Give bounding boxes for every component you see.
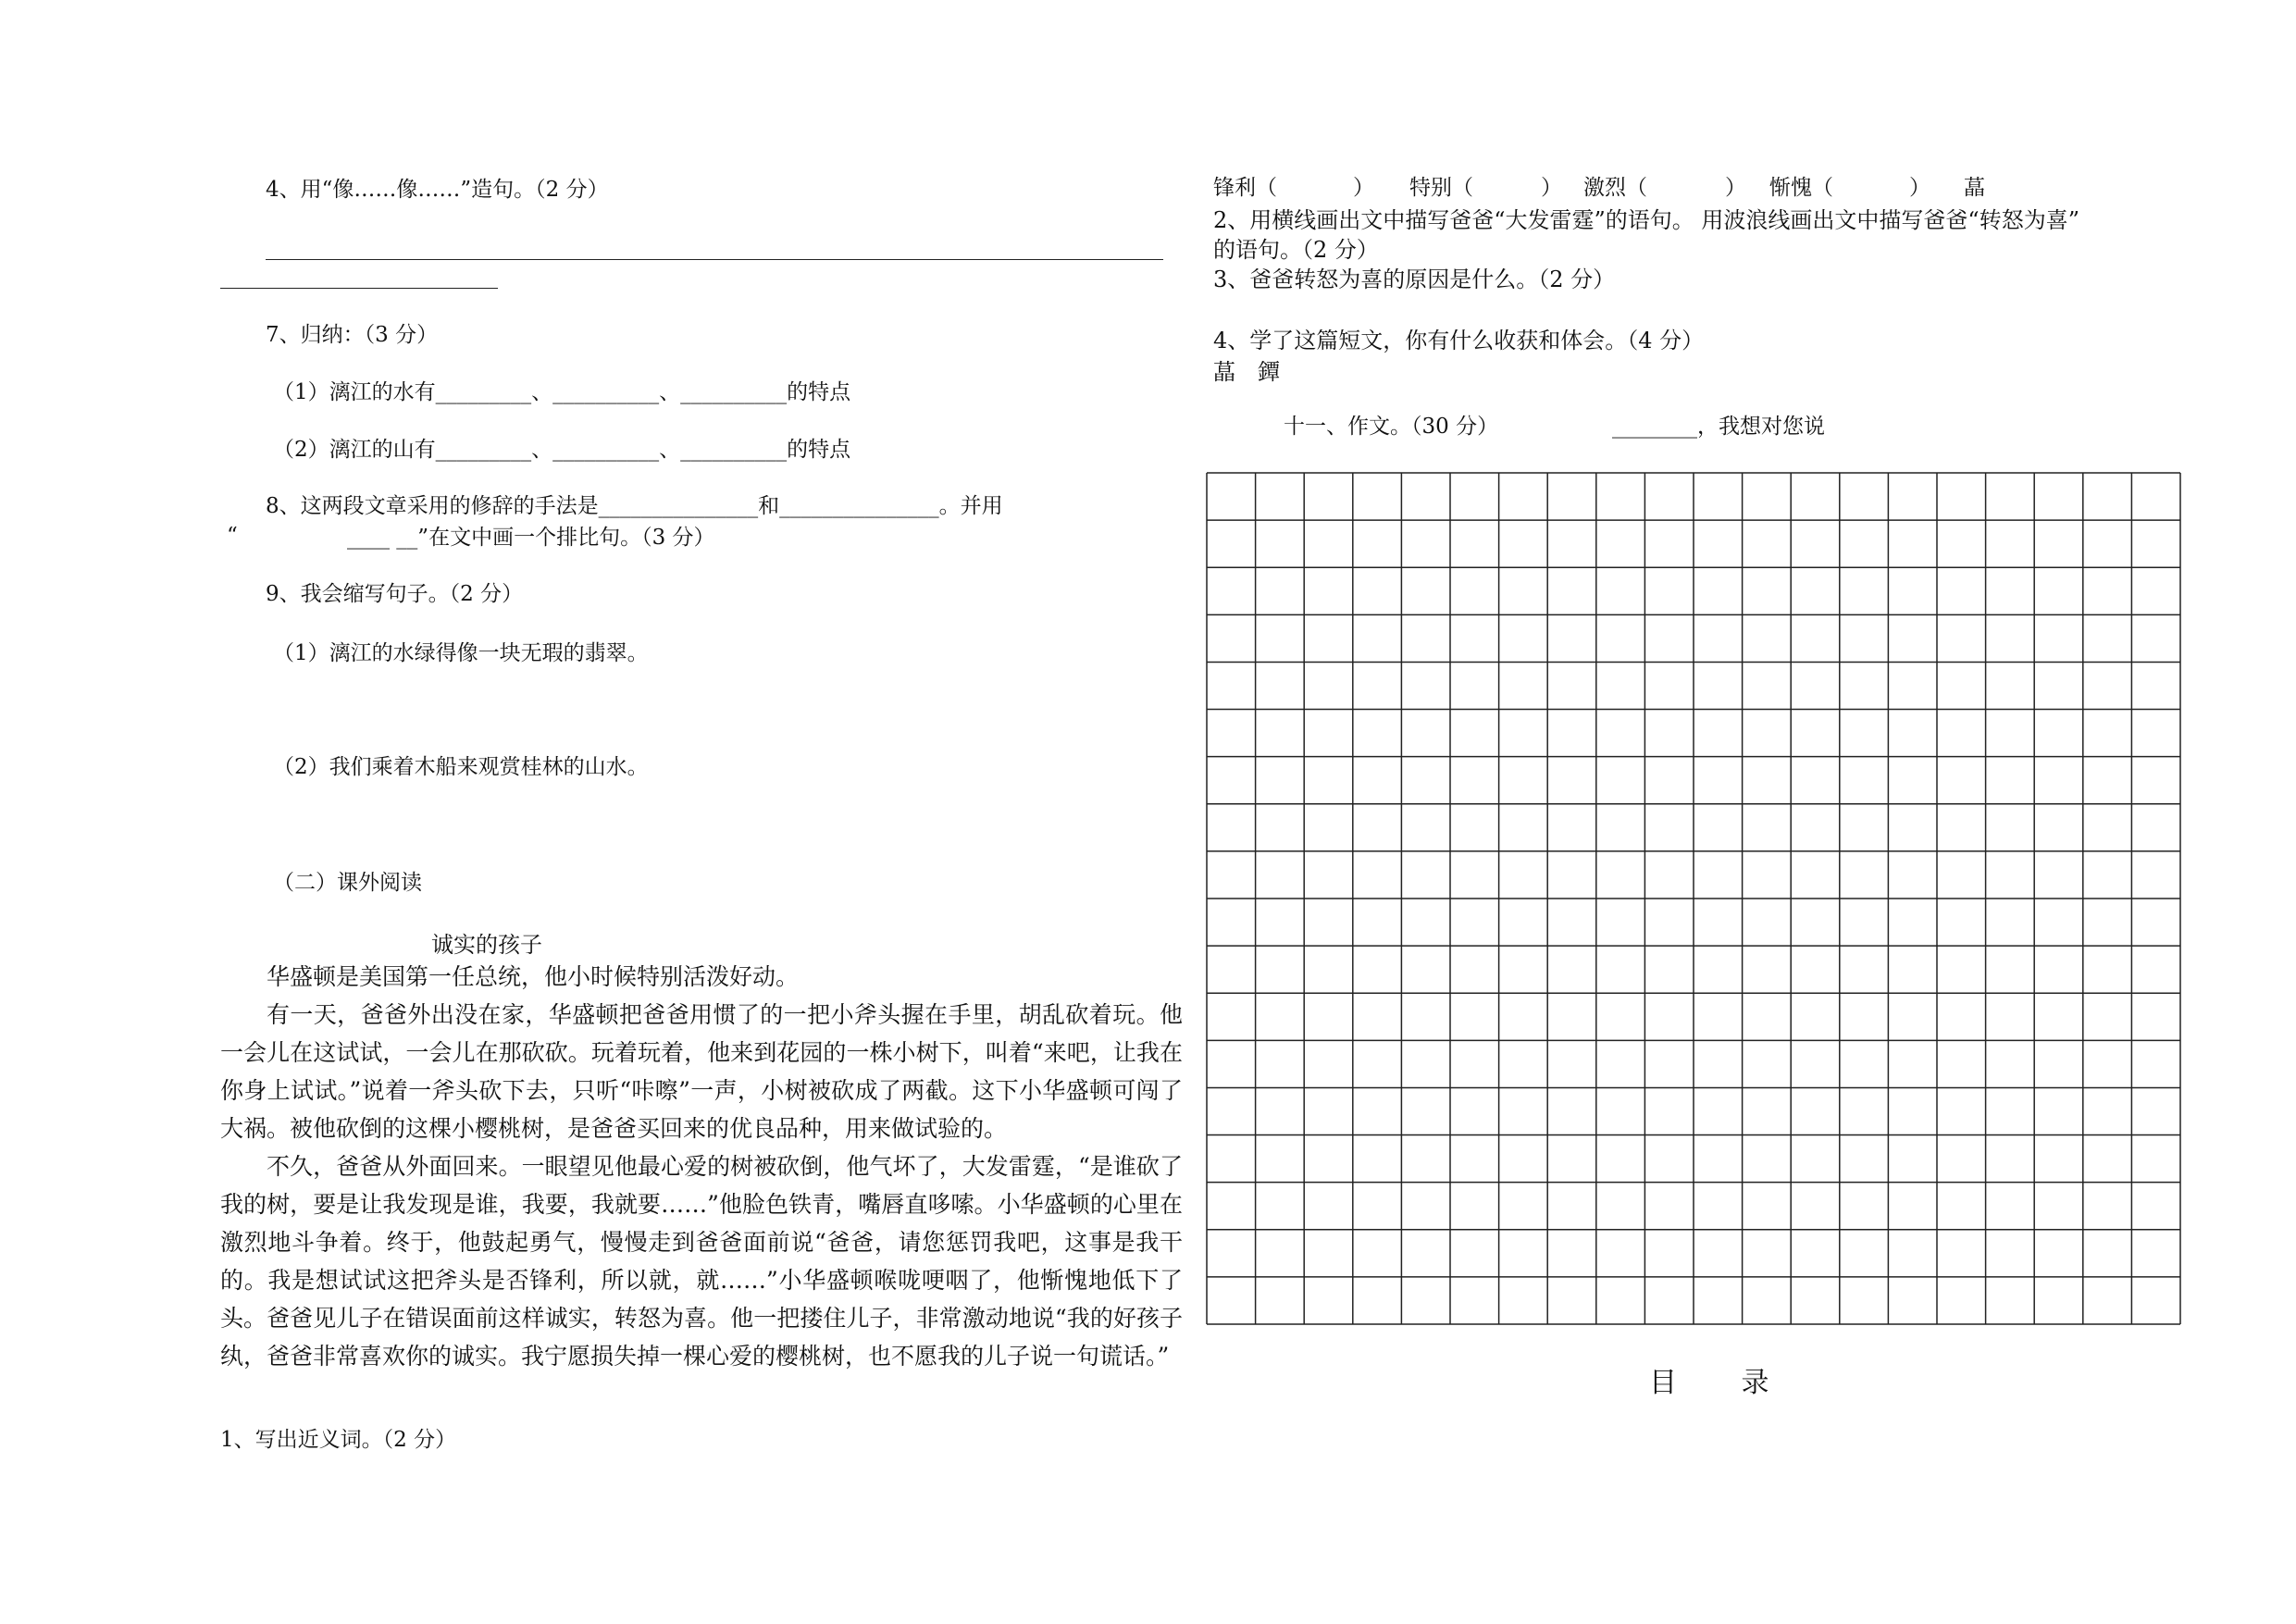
essay-grid[interactable] [1206,472,2181,1325]
question-7-1: （1）漓江的水有_________、__________、__________的特点 [273,380,851,404]
synonym-word: 惭愧（ [1769,176,1833,200]
reading-question-2-cont: 的语句。（2 分） [1213,237,1379,263]
story-paragraph: 华盛顿是美国第一任总统，他小时候特别活泼好动。 [267,963,800,990]
stray-glyph: 蕌 [1964,176,1985,200]
question-8: 8、这两段文章采用的修辞的手法是_______________和_______________。并用 [266,494,1003,518]
question-7: 7、归纳：（3 分） [266,323,439,347]
question-4: 4、用“像……像……”造句。（2 分） [266,178,609,202]
story-paragraph: 不久，爸爸从外面回来。一眼望见他最心爱的树被砍倒，他气坏了，大发雷霆，“是谁砍了我的树，要是让我发现是谁，我要，我就要……”他脸色铁青，嘴唇直哆嗦。小华盛顿的心里在激烈地斗争着。终于，他鼓起勇气，慢慢走到爸爸面前说“爸爸，请您惩罚我吧，这事是我干的。我是想试试这把斧头是否锋利，所以就，就……”小华盛顿喉咙哽咽了，他惭愧地低下了头。爸爸见儿子在错误面前这样诚实，转怒为喜。他一把搂住儿子，非常激动地说“我的好孩子纨，爸爸非常喜欢你的诚实。我宁愿损失掉一棵心爱的樱桃树，也不愿我的儿子说一句谎话。” [220,1153,1183,1370]
reading-question-4: 4、学了这篇短文，你有什么收获和体会。（4 分） [1213,328,1705,353]
synonym-paren: ） [1353,176,1374,200]
synonym-paren: ） [1541,176,1562,200]
question-9-1: （1）漓江的水绿得像一块无瑕的翡翠。 [273,641,649,665]
section-heading-reading: （二）课外阅读 [273,871,422,895]
story-title: 诚实的孩子 [431,932,542,958]
answer-line [266,259,1163,260]
essay-prompt: ________，我想对您说 [1612,415,1825,439]
question-8-quote: “ [227,524,238,548]
reading-question-1: 1、写出近义词。（2 分） [220,1428,457,1452]
answer-line [220,288,498,289]
story-body [220,958,1183,1375]
synonym-word: 激烈（ [1583,176,1647,200]
stray-glyphs: 蕌 鐔 [1213,359,1280,385]
synonym-paren: ） [1725,176,1746,200]
question-9: 9、我会缩写句子。（2 分） [266,582,524,606]
reading-question-3: 3、爸爸转怒为喜的原因是什么。（2 分） [1213,267,1616,292]
question-8-cont: ____ __”在文中画一个排比句。（3 分） [347,526,715,550]
synonym-paren: ） [1909,176,1930,200]
synonym-word: 特别（ [1409,176,1473,200]
contents-title: 目 录 [1649,1367,1797,1399]
question-7-2: （2）漓江的山有_________、__________、__________的特点 [273,438,851,462]
question-9-2: （2）我们乘着木船来观赏桂林的山水。 [273,755,649,779]
synonym-word: 锋利（ [1213,176,1277,200]
reading-question-2: 2、用横线画出文中描写爸爸“大发雷霆”的语句。 用波浪线画出文中描写爸爸“转怒为喜” [1213,207,2079,233]
essay-heading: 十一、作文。（30 分） [1284,415,1499,439]
story-paragraph: 有一天，爸爸外出没在家，华盛顿把爸爸用惯了的一把小斧头握在手里，胡乱砍着玩。他一会儿在这试试，一会儿在那砍砍。玩着玩着，他来到花园的一株小树下，叫着“来吧，让我在你身上试试。”说着一斧头砍下去，只听“咔嚓”一声，小树被砍成了两截。这下小华盛顿可闯了大祸。被他砍倒的这棵小樱桃树，是爸爸买回来的优良品种，用来做试验的。 [220,1001,1183,1142]
